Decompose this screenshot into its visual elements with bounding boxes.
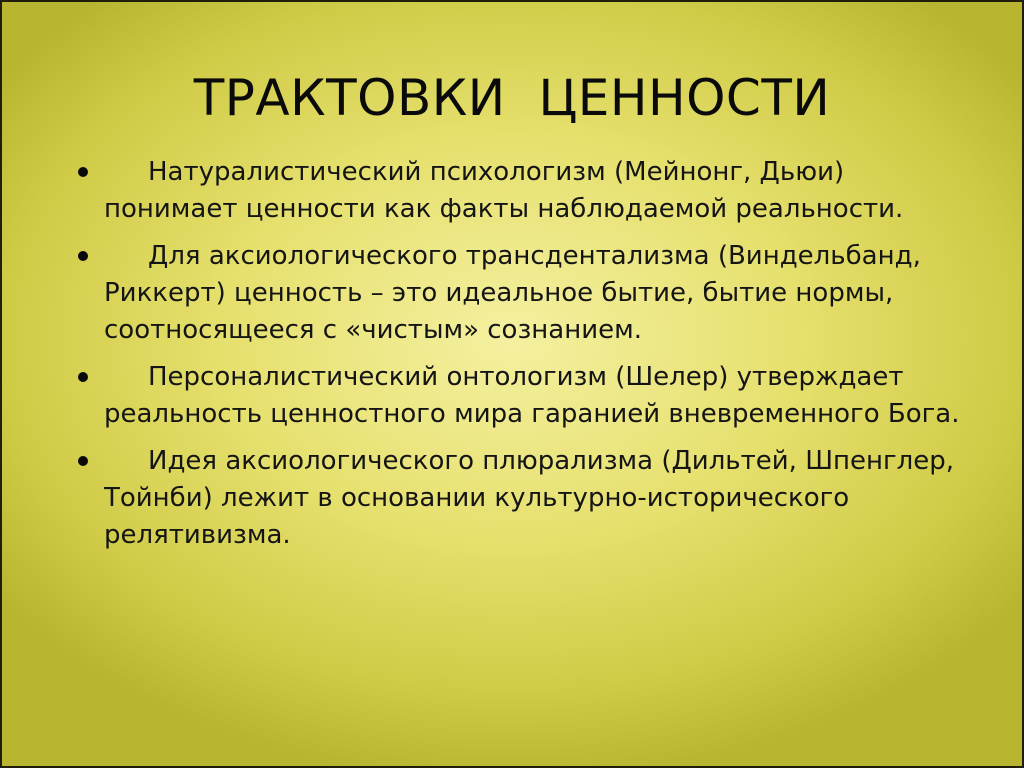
bullet-icon (78, 456, 88, 466)
list-item (62, 238, 962, 349)
list-item (62, 443, 962, 554)
bullet-text: Для аксиологического трансдентализма (Виндельбанд, Риккерт) ценность – это идеальное бытие, бытие нормы, соотносящееся с «чистым» сознанием. (104, 241, 921, 345)
bullet-icon (78, 372, 88, 382)
list-item (62, 359, 962, 433)
bullet-icon (78, 167, 88, 177)
bullet-icon (78, 251, 88, 261)
bullet-text: Персоналистический онтологизм (Шелер) утверждает реальность ценностного мира гаранией вневременного Бога. (104, 362, 960, 429)
slide-title: ТРАКТОВКИ ЦЕННОСТИ (193, 69, 831, 127)
bullet-list (62, 154, 962, 564)
list-item (62, 154, 962, 228)
bullet-text: Идея аксиологического плюрализма (Дильтей, Шпенглер, Тойнби) лежит в основании культурно-исторического релятивизма. (104, 446, 955, 550)
bullet-text: Натуралистический психологизм (Мейнонг, Дьюи) понимает ценности как факты наблюдаемой реальности. (104, 157, 904, 224)
